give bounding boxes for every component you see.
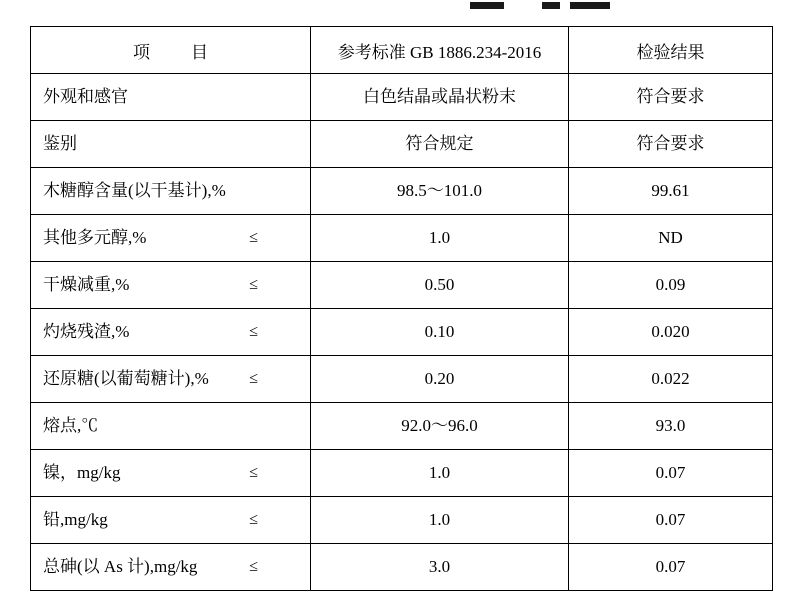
- item-name: 还原糖(以葡萄糖计),%: [43, 368, 209, 388]
- standard-value: 92.0～96.0: [401, 415, 478, 435]
- row-result-cell: [569, 497, 773, 544]
- mark-1-icon: [470, 2, 504, 9]
- row-result-cell: [569, 356, 773, 403]
- item-operator: ≤: [249, 464, 258, 482]
- table-row: [31, 356, 773, 403]
- result-value: 99.61: [651, 180, 690, 200]
- table-row: [31, 309, 773, 356]
- result-value: 93.0: [655, 415, 686, 435]
- table-row: [31, 215, 773, 262]
- item-name: 镍，mg/kg: [43, 462, 121, 482]
- item-operator: ≤: [249, 323, 258, 341]
- table-row: [31, 168, 773, 215]
- result-value: ND: [658, 227, 683, 247]
- row-result-cell: [569, 544, 773, 591]
- header-item-label: 项 目: [133, 42, 220, 62]
- item-name: 其他多元醇,%: [43, 227, 147, 247]
- row-standard-cell: [311, 356, 569, 403]
- table-row: [31, 497, 773, 544]
- result-value: 0.07: [655, 509, 686, 529]
- result-value: 0.09: [655, 274, 686, 294]
- mark-2-icon: [542, 2, 560, 9]
- row-result-cell: [569, 403, 773, 450]
- result-value: 0.020: [651, 321, 690, 341]
- row-item-cell: [31, 356, 311, 403]
- row-standard-cell: [311, 262, 569, 309]
- inspection-report-table: [30, 26, 773, 591]
- result-value: 符合要求: [636, 86, 705, 106]
- row-item-cell: [31, 309, 311, 356]
- header-cell-result: [569, 27, 773, 74]
- result-value: 0.07: [655, 462, 686, 482]
- row-result-cell: [569, 262, 773, 309]
- header-cell-item: [31, 27, 311, 74]
- row-standard-cell: [311, 74, 569, 121]
- table-row: [31, 403, 773, 450]
- item-name: 干燥减重,%: [43, 274, 130, 294]
- header-standard-label: 参考标准 GB 1886.234-2016: [337, 42, 542, 62]
- result-value: 0.022: [651, 368, 690, 388]
- item-name: 鉴别: [43, 133, 77, 153]
- top-marks: [470, 0, 650, 14]
- row-item-cell: [31, 168, 311, 215]
- item-name: 木糖醇含量(以干基计),%: [43, 180, 226, 200]
- item-operator: ≤: [249, 370, 258, 388]
- row-result-cell: [569, 74, 773, 121]
- header-result-label: 检验结果: [636, 42, 705, 62]
- row-standard-cell: [311, 309, 569, 356]
- row-item-cell: [31, 215, 311, 262]
- row-result-cell: [569, 121, 773, 168]
- item-name: 外观和感官: [43, 86, 128, 106]
- standard-value: 1.0: [428, 227, 451, 247]
- standard-value: 白色结晶或晶状粉末: [363, 86, 516, 106]
- row-item-cell: [31, 450, 311, 497]
- table-header-row: [31, 27, 773, 74]
- row-item-cell: [31, 74, 311, 121]
- item-operator: ≤: [249, 276, 258, 294]
- result-value: 符合要求: [636, 133, 705, 153]
- row-result-cell: [569, 215, 773, 262]
- row-item-cell: [31, 262, 311, 309]
- standard-value: 98.5～101.0: [397, 180, 482, 200]
- row-standard-cell: [311, 450, 569, 497]
- table-row: [31, 262, 773, 309]
- item-operator: ≤: [249, 511, 258, 529]
- row-result-cell: [569, 450, 773, 497]
- standard-value: 1.0: [428, 462, 451, 482]
- item-name: 灼烧残渣,%: [43, 321, 130, 341]
- report-table-wrapper: [30, 26, 772, 591]
- row-standard-cell: [311, 497, 569, 544]
- row-standard-cell: [311, 544, 569, 591]
- item-name: 总砷(以 As 计),mg/kg: [43, 556, 198, 576]
- item-operator: ≤: [249, 229, 258, 247]
- row-standard-cell: [311, 403, 569, 450]
- standard-value: 0.20: [424, 368, 455, 388]
- item-name: 铅,mg/kg: [43, 509, 108, 529]
- table-row: [31, 544, 773, 591]
- header-cell-standard: [311, 27, 569, 74]
- row-item-cell: [31, 497, 311, 544]
- standard-value: 0.10: [424, 321, 455, 341]
- standard-value: 3.0: [428, 556, 451, 576]
- row-standard-cell: [311, 168, 569, 215]
- table-row: [31, 450, 773, 497]
- row-result-cell: [569, 309, 773, 356]
- table-row: [31, 74, 773, 121]
- table-row: [31, 121, 773, 168]
- row-standard-cell: [311, 215, 569, 262]
- result-value: 0.07: [655, 556, 686, 576]
- row-result-cell: [569, 168, 773, 215]
- standard-value: 符合规定: [405, 133, 474, 153]
- row-item-cell: [31, 121, 311, 168]
- row-item-cell: [31, 544, 311, 591]
- standard-value: 0.50: [424, 274, 455, 294]
- item-name: 熔点,℃: [43, 415, 99, 435]
- item-operator: ≤: [249, 558, 258, 576]
- row-standard-cell: [311, 121, 569, 168]
- standard-value: 1.0: [428, 509, 451, 529]
- row-item-cell: [31, 403, 311, 450]
- mark-3-icon: [570, 2, 610, 9]
